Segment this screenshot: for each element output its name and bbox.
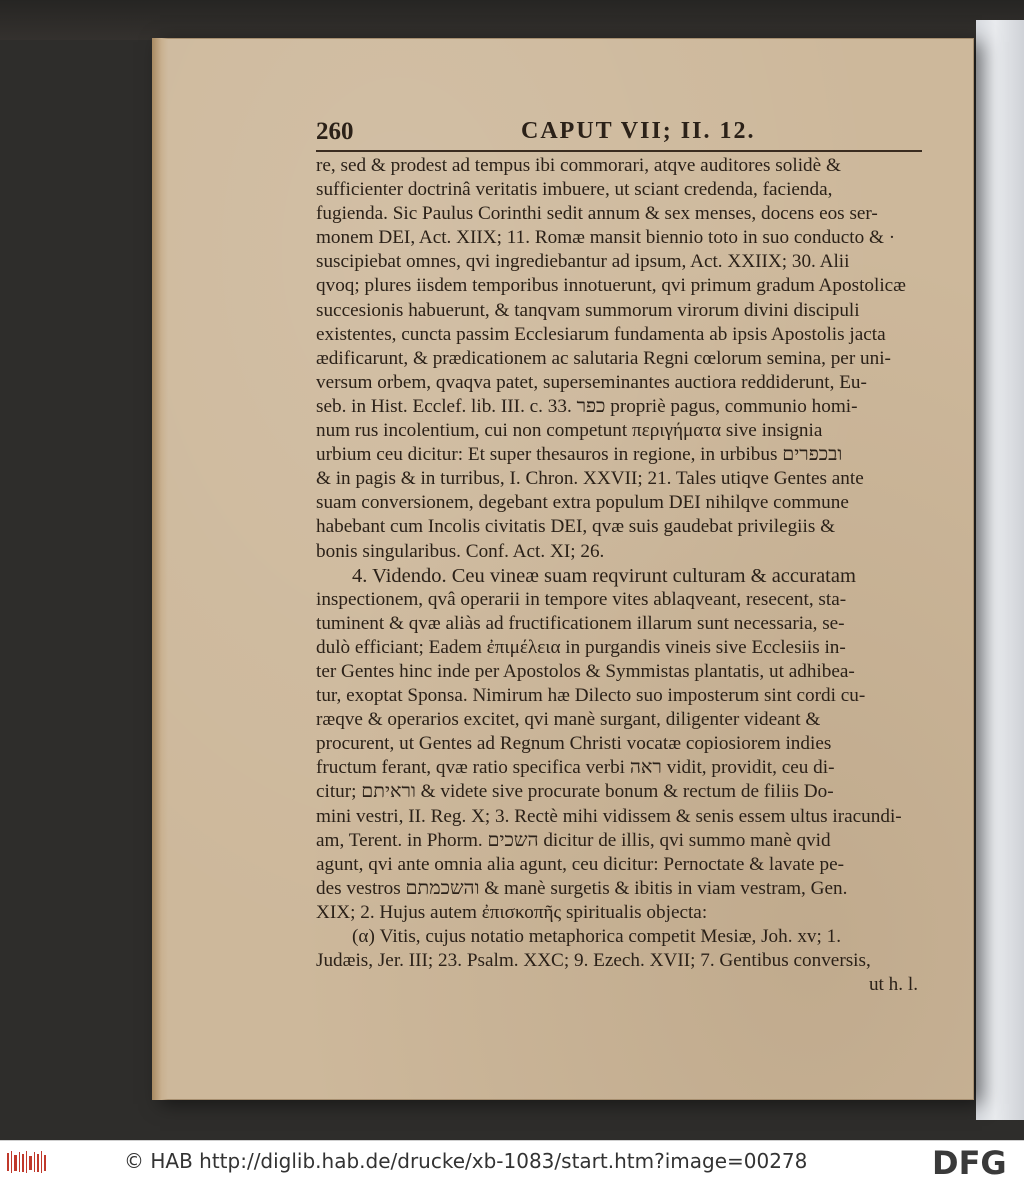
footer-bar xyxy=(0,1140,1024,1183)
text-line: mini vestri, II. Reg. X; 3. Rectè mihi vidissem & senis essem ultus iracundi- xyxy=(316,805,902,827)
text-line: monem DEI, Act. XIIX; 11. Romæ mansit biennio toto in suo conducto & · xyxy=(316,227,896,249)
text-line: tuminent & qvæ aliàs ad fructificationem illarum sunt necessaria, se- xyxy=(316,612,845,634)
text-line: urbium ceu dicitur: Et super thesauros in regione, in urbibus ובכפרים xyxy=(316,444,843,466)
scan-top-shadow xyxy=(0,0,1024,40)
text-line: ræqve & operarios excitet, qvi manè surgant, diligenter videant & xyxy=(316,709,821,731)
header-rule xyxy=(316,150,922,152)
page-gutter-shadow xyxy=(152,38,168,1100)
text-line: am, Terent. in Phorm. השכים dicitur de illis, qvi summo manè qvid xyxy=(316,829,831,851)
text-line: inspectionem, qvâ operarii in tempore vites ablaqveant, resecent, sta- xyxy=(316,588,847,610)
dfg-logo-text: DFG xyxy=(932,1145,1007,1179)
text-line: fructum ferant, qvæ ratio specifica verbi ראה vidit, providit, ceu di- xyxy=(316,757,835,779)
text-line: seb. in Hist. Ecclef. lib. III. c. 33. כפר propriè pagus, communio homi- xyxy=(316,395,858,417)
text-line: (α) Vitis, cujus notatio metaphorica competit Mesiæ, Joh. xv; 1. xyxy=(352,926,842,947)
text-line: succesionis habuerunt, & tanqvam summorum virorum divini discipuli xyxy=(316,299,860,321)
running-head: CAPUT VII; II. 12. xyxy=(521,118,756,144)
dfg-logo xyxy=(932,1145,1018,1179)
text-line: citur; וראיתם & videte sive procurate bonum & rectum de filiis Do- xyxy=(316,781,834,803)
text-line: suam conversionem, degebant extra populum DEI nihilqve commune xyxy=(316,492,849,514)
text-line: sufficienter doctrinâ veritatis imbuere, ut sciant credenda, facienda, xyxy=(316,179,833,201)
text-line: & in pagis & in turribus, I. Chron. XXVII; 21. Tales utiqve Gentes ante xyxy=(316,468,864,490)
text-line: existentes, cuncta passim Ecclesiarum fundamenta ab ipsis Apostolis jacta xyxy=(316,323,886,345)
text-line: XIX; 2. Hujus autem ἐπισκοπῆς spiritualis objecta: xyxy=(316,901,708,923)
catchword: ut h. l. xyxy=(868,974,918,996)
text-line: tur, exoptat Sponsa. Nimirum hæ Dilecto suo imposterum sint cordi cu- xyxy=(316,685,866,707)
source-link[interactable]: © HAB http://diglib.hab.de/drucke/xb-1083/start.htm?image=00278 xyxy=(124,1149,808,1173)
body-text xyxy=(316,154,932,997)
text-line: Judæis, Jer. III; 23. Psalm. XXC; 9. Ezech. XVII; 7. Gentibus conversis, xyxy=(316,950,871,972)
text-line: num rus incolentium, cui non competunt περιγήματα sive insignia xyxy=(316,420,823,442)
section-heading-line: 4. Videndo. Ceu vineæ suam reqvirunt culturam & accuratam xyxy=(352,564,856,587)
text-line: bonis singularibus. Conf. Act. XI; 26. xyxy=(316,540,605,562)
text-line: dulò efficiant; Eadem ἐπιμέλεια in purgandis vineis sive Ecclesiis in- xyxy=(316,636,846,658)
text-line: fugienda. Sic Paulus Corinthi sedit annum & sex menses, docens eos ser- xyxy=(316,203,878,225)
text-line: qvoq; plures iisdem temporibus innotuerunt, qvi primum gradum Apostolicæ xyxy=(316,275,906,297)
text-line: des vestros והשכמתם & manè surgetis & ibitis in viam vestram, Gen. xyxy=(316,877,848,899)
text-line: ædificarunt, & prædicationem ac salutaria Regni cœlorum semina, per uni- xyxy=(316,347,891,369)
text-line: versum orbem, qvaqva patet, superseminantes auctiora reddiderunt, Eu- xyxy=(316,371,867,393)
text-line: re, sed & prodest ad tempus ibi commorari, atqve auditores solidè & xyxy=(316,155,841,176)
text-line: suscipiebat omnes, qvi ingrediebantur ad ipsum, Act. XXIIX; 30. Alii xyxy=(316,251,850,273)
text-line: habebant cum Incolis civitatis DEI, qvæ suis gaudebat privilegiis & xyxy=(316,516,836,538)
text-line: agunt, qvi ante omnia alia agunt, ceu dicitur: Pernoctate & lavate pe- xyxy=(316,853,844,875)
page-number: 260 xyxy=(316,118,354,145)
text-line: ter Gentes hinc inde per Apostolos & Symmistas plantatis, ut adhibea- xyxy=(316,660,855,682)
barcode-icon xyxy=(6,1149,48,1175)
text-line: procurent, ut Gentes ad Regnum Christi vocatæ copiosiorem indies xyxy=(316,733,832,755)
page-header xyxy=(316,118,922,148)
adjacent-page-edge xyxy=(976,20,1024,1120)
